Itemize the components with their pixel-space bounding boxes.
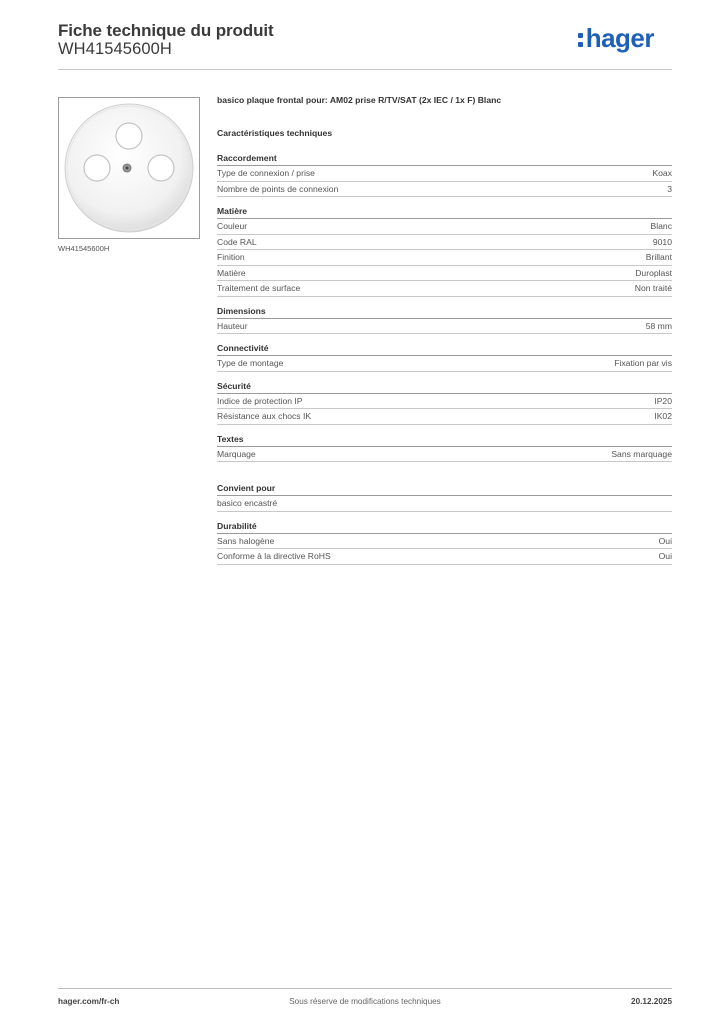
spec-value: Fixation par vis: [614, 358, 672, 368]
hager-logo: [578, 23, 654, 53]
spec-row: [217, 166, 672, 182]
section-title: Sécurité: [217, 381, 672, 394]
spec-value: 3: [667, 183, 672, 194]
spec-row: [217, 319, 672, 335]
image-caption: WH41545600H: [58, 244, 110, 253]
spec-label: Indice de protection IP: [217, 395, 303, 406]
spec-sections: [217, 153, 672, 565]
spec-row: [217, 447, 672, 463]
section-title: Dimensions: [217, 306, 672, 319]
spec-value: 58 mm: [645, 320, 672, 331]
spec-content: [217, 94, 672, 574]
spec-row: [217, 356, 672, 372]
spec-value: Sans marquage: [611, 448, 672, 459]
spec-label: Conforme à la directive RoHS: [217, 551, 331, 561]
spec-value: Non traité: [634, 283, 672, 293]
footer-notice: Sous réserve de modifications techniques: [289, 997, 441, 1006]
spec-value: IK02: [654, 411, 672, 421]
spec-section: [217, 381, 672, 425]
spec-value: Duroplast: [635, 267, 672, 278]
spec-label: basico encastré: [217, 498, 278, 508]
footer-date: 20.12.2025: [631, 997, 672, 1006]
spec-row: [217, 182, 672, 198]
section-title: Textes: [217, 434, 672, 447]
product-image: [58, 97, 200, 239]
spec-section: [217, 153, 672, 197]
section-spacer: [217, 471, 672, 483]
spec-label: Code RAL: [217, 236, 257, 247]
spec-row: [217, 496, 672, 512]
product-reference: WH41545600H: [58, 40, 172, 58]
header-divider: [58, 69, 672, 70]
spec-label: Sans halogène: [217, 535, 275, 546]
spec-section: [217, 343, 672, 372]
spec-label: Résistance aux chocs IK: [217, 411, 312, 421]
spec-label: Traitement de surface: [217, 283, 301, 293]
spec-label: Matière: [217, 267, 246, 278]
spec-value: Blanc: [650, 221, 672, 231]
footer-divider: [58, 988, 672, 989]
page-title: Fiche technique du produit: [58, 21, 274, 40]
section-title: Connectivité: [217, 343, 672, 356]
spec-row: [217, 281, 672, 297]
spec-label: Nombre de points de connexion: [217, 183, 339, 194]
characteristics-title: Caractéristiques techniques: [217, 128, 333, 138]
spec-row: [217, 549, 672, 565]
logo-dots-icon: [578, 29, 583, 49]
section-title: Durabilité: [217, 521, 672, 534]
spec-section: [217, 434, 672, 463]
spec-label: Type de connexion / prise: [217, 168, 315, 178]
spec-row: [217, 394, 672, 410]
spec-value: Oui: [658, 551, 672, 561]
cover-plate-icon: [59, 98, 199, 238]
spec-row: [217, 409, 672, 425]
spec-label: Marquage: [217, 448, 256, 459]
section-title: Convient pour: [217, 483, 672, 496]
spec-row: [217, 534, 672, 550]
spec-row: [217, 219, 672, 235]
spec-value: IP20: [654, 395, 672, 406]
spec-label: Couleur: [217, 221, 248, 231]
spec-row: [217, 266, 672, 282]
spec-row: [217, 235, 672, 251]
page-footer: [58, 997, 672, 1009]
spec-label: Finition: [217, 252, 245, 262]
spec-row: [217, 250, 672, 266]
spec-section: [217, 483, 672, 512]
spec-section: [217, 306, 672, 335]
spec-label: Type de montage: [217, 358, 284, 368]
section-title: Matière: [217, 206, 672, 219]
spec-value: Oui: [658, 535, 672, 546]
spec-label: Hauteur: [217, 320, 248, 331]
spec-section: [217, 521, 672, 565]
logo-text: hager: [585, 23, 654, 53]
footer-website[interactable]: hager.com/fr-ch: [58, 997, 120, 1006]
page-header: [58, 20, 672, 70]
spec-value: Brillant: [645, 252, 672, 262]
spec-section: [217, 206, 672, 297]
product-description: basico plaque frontal pour: AM02 prise R/TV/SAT (2x IEC / 1x F) Blanc: [217, 95, 502, 105]
section-title: Raccordement: [217, 153, 672, 166]
spec-value: Koax: [652, 168, 672, 178]
spec-value: 9010: [652, 236, 672, 247]
